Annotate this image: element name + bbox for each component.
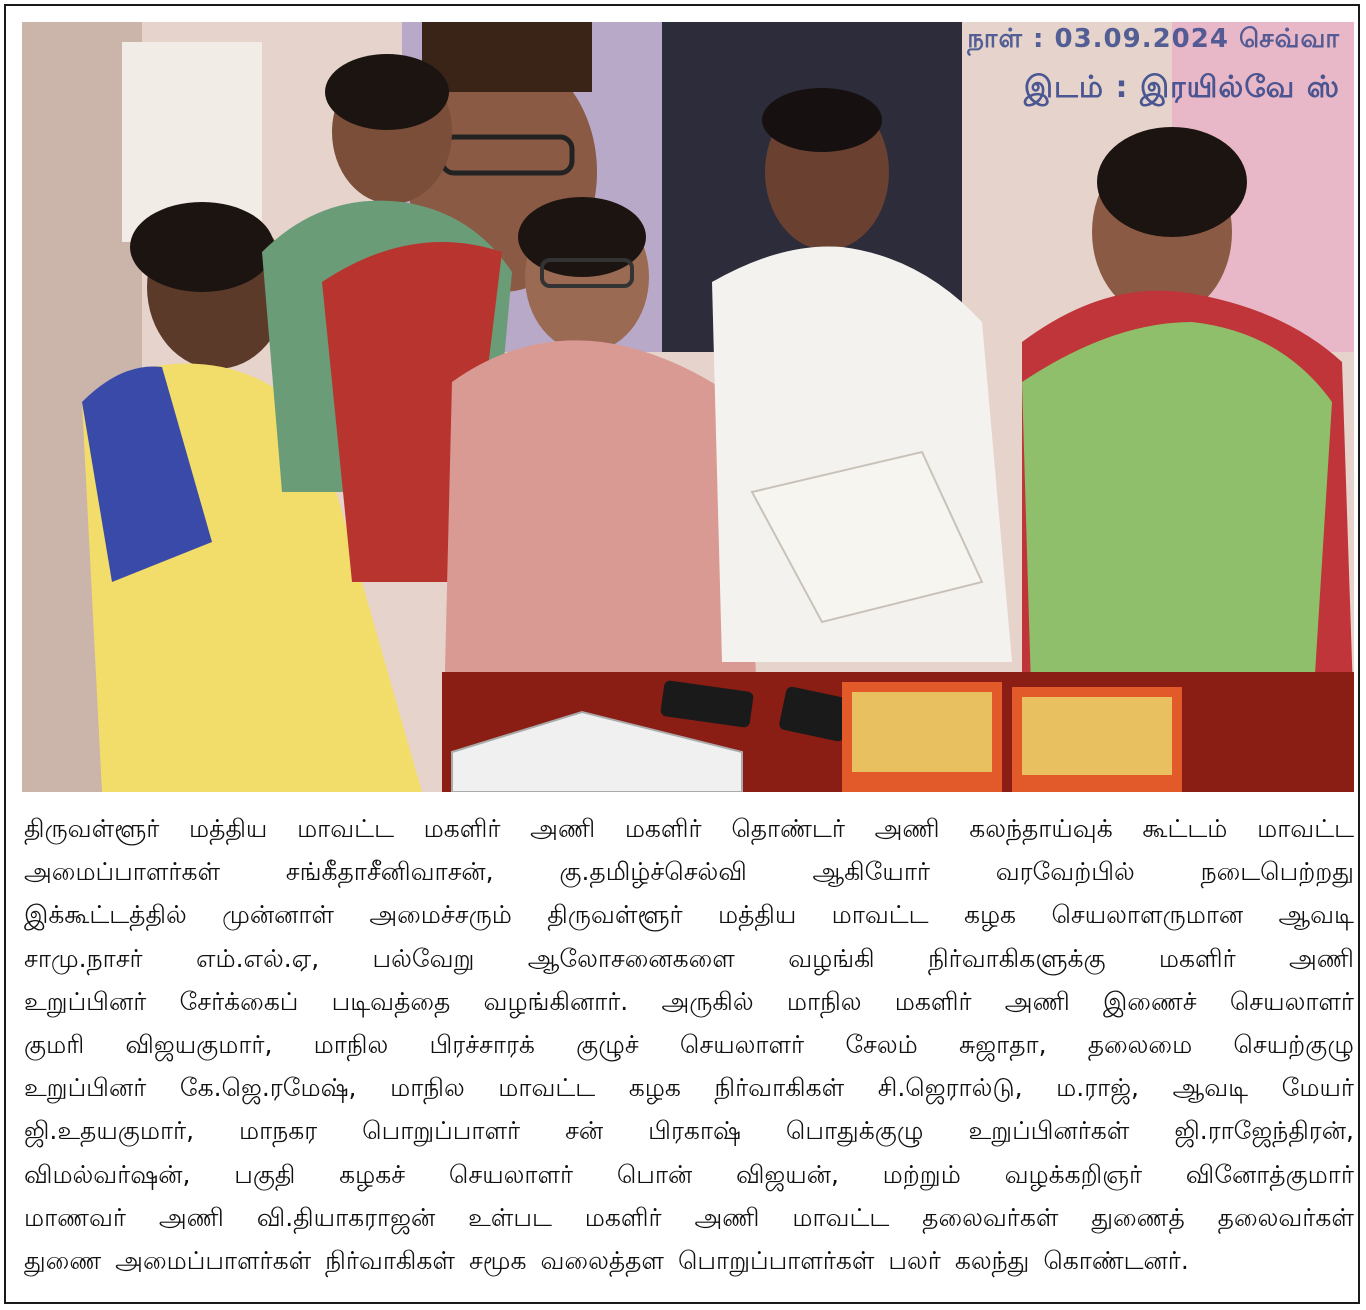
event-photo-illustration [22, 22, 1354, 792]
caption-word: நிர்வாகிகள் [714, 1073, 845, 1103]
caption-word: அமைப்பாளர்கள் [115, 1245, 312, 1275]
caption-word: செயற்குழு [1233, 1030, 1354, 1060]
caption-word: பல்வேறு [372, 943, 475, 973]
caption-word: மகளிர் [894, 986, 972, 1016]
caption-word: உறுப்பினர் [24, 986, 147, 1016]
caption-word: வழங்கினார். [483, 986, 629, 1016]
banner-place-text: இடம் : இரயில்வே ஸ் [1023, 70, 1340, 105]
caption-word: கலந்தாய்வுக் [969, 814, 1113, 844]
caption-word: மாவட்ட [498, 1073, 596, 1103]
caption-word: தலைமை [1087, 1030, 1193, 1060]
caption-word: கழக [963, 900, 1017, 930]
event-photo [22, 22, 1354, 792]
caption-word: குழுச் [576, 1030, 639, 1060]
caption-line [24, 1241, 1354, 1284]
caption-word: ஆகியோர் [812, 857, 930, 887]
caption-word: ம.ராஜ், [1056, 1073, 1140, 1103]
caption-word: கு.தமிழ்ச்செல்வி [559, 857, 747, 887]
caption-word: அமைச்சரும் [369, 900, 512, 930]
caption-word: துணைத் [1091, 1202, 1185, 1232]
caption-word: இக்கூட்டத்தில் [24, 900, 187, 930]
caption-word: விமல்வர்ஷன், [24, 1159, 191, 1189]
caption-word: மாணவர் [24, 1202, 126, 1232]
caption-word: எம்.எல்.ஏ, [195, 943, 320, 973]
caption-word: அணி [158, 1202, 224, 1232]
caption-word: வழக்கறிஞர் [1004, 1159, 1143, 1189]
caption-word: ஜி.ராஜேந்திரன், [1174, 1116, 1354, 1146]
caption-word: மாநில [313, 1030, 389, 1060]
caption-word: கழகச் [339, 1159, 406, 1189]
caption-line [24, 809, 1354, 852]
caption-word: சமூக [468, 1245, 527, 1275]
caption-word: வினோத்குமார் [1185, 1159, 1354, 1189]
caption-word: செயலாளருமான [1051, 900, 1244, 930]
caption-word: அருகில் [661, 986, 754, 1016]
caption-word: அணி [530, 814, 596, 844]
caption-word: விஜயகுமார், [125, 1030, 273, 1060]
caption-line [24, 1198, 1354, 1241]
caption-line [24, 1025, 1354, 1068]
caption-word: உள்பட [468, 1202, 552, 1232]
caption-word: சேர்க்கைப் [179, 986, 299, 1016]
caption-word: பொறுப்பாளர் [362, 1116, 521, 1146]
caption-word: செயலாளர் [1229, 986, 1354, 1016]
caption-word: அணி [1288, 943, 1354, 973]
caption-word: மத்திய [717, 900, 797, 930]
caption-word: வழங்கி [788, 943, 875, 973]
caption-word: பொன் [616, 1159, 693, 1189]
caption-line [24, 852, 1354, 895]
caption-word: பிரச்சாரக் [429, 1030, 535, 1060]
news-clipping-frame [4, 4, 1360, 1304]
caption-word: ஆலோசனைகளை [527, 943, 735, 973]
caption-word: வலைத்தள [540, 1245, 664, 1275]
caption-line [24, 1111, 1354, 1154]
banner-date-text: நாள் : 03.09.2024 செவ்வா [967, 24, 1340, 54]
caption-word: மாநில [786, 986, 862, 1016]
caption-word: தலைவர்கள் [1217, 1202, 1354, 1232]
caption-word: நிர்வாகிகளுக்கு [927, 943, 1106, 973]
caption-word: மாநகர [239, 1116, 318, 1146]
caption-word: சேலம் [845, 1030, 918, 1060]
caption-word: மகளிர் [423, 814, 501, 844]
caption-word: சங்கீதாசீனிவாசன், [285, 857, 494, 887]
caption-word: விஜயன், [735, 1159, 839, 1189]
caption-word: சி.ஜெரால்டு, [877, 1073, 1023, 1103]
caption-word: சாமு.நாசர் [24, 943, 143, 973]
caption-line [24, 1068, 1354, 1111]
caption-word: மாவட்ட [297, 814, 394, 844]
caption-word: மகளிர் [1158, 943, 1236, 973]
caption-word: மகளிர் [624, 814, 702, 844]
caption-word: ஜி.உதயகுமார், [24, 1116, 195, 1146]
caption-word: மற்றும் [882, 1159, 961, 1189]
caption-word: மாவட்ட [831, 900, 929, 930]
caption-word: செயலாளர் [448, 1159, 574, 1189]
caption-word: வி.தியாகராஜன் [256, 1202, 436, 1232]
caption-word: படிவத்தை [331, 986, 451, 1016]
caption-word: ஆவடி [1172, 1073, 1249, 1103]
caption-word: மாவட்ட [1257, 814, 1354, 844]
caption-word: மாவட்ட [792, 1202, 890, 1232]
caption-word: இணைச் [1102, 986, 1197, 1016]
caption-word: செயலாளர் [679, 1030, 805, 1060]
caption-word: கொண்டனர். [1043, 1245, 1189, 1275]
caption-word: அணி [694, 1202, 760, 1232]
caption-word: பகுதி [234, 1159, 296, 1189]
caption-line [24, 939, 1354, 982]
caption-word: திருவள்ளூர் [547, 900, 683, 930]
caption-word: துணை [24, 1245, 102, 1275]
caption-word: ஆவடி [1278, 900, 1354, 930]
caption-word: மேயர் [1281, 1073, 1354, 1103]
caption-word: தொண்டர் [731, 814, 845, 844]
caption-word: நடைபெற்றது [1200, 857, 1354, 887]
caption-word: கே.ஜெ.ரமேஷ், [179, 1073, 357, 1103]
caption-word: பொதுக்குழு [785, 1116, 924, 1146]
caption-word: கூட்டம் [1142, 814, 1228, 844]
caption-word: உறுப்பினர்கள் [968, 1116, 1130, 1146]
caption-word: மத்திய [189, 814, 268, 844]
caption-word: சுஜாதா, [959, 1030, 1047, 1060]
caption-word: கலந்து [954, 1245, 1030, 1275]
caption-word: பலர் [888, 1245, 941, 1275]
caption-word: உறுப்பினர் [24, 1073, 147, 1103]
caption-word: மகளிர் [584, 1202, 662, 1232]
caption-word: பொறுப்பாளர்கள் [677, 1245, 875, 1275]
caption-line [24, 982, 1354, 1025]
caption-word: அணி [1004, 986, 1070, 1016]
caption-word: குமரி [24, 1030, 85, 1060]
caption-word: அணி [874, 814, 940, 844]
caption-word: நிர்வாகிகள் [325, 1245, 455, 1275]
caption-word: கழக [628, 1073, 681, 1103]
caption-word: திருவள்ளூர் [24, 814, 160, 844]
caption-word: சன் [565, 1116, 604, 1146]
caption-word: தலைவர்கள் [922, 1202, 1059, 1232]
caption-word: அமைப்பாளர்கள் [24, 857, 220, 887]
caption-line [24, 895, 1354, 938]
caption-word: மாநில [390, 1073, 465, 1103]
caption-line [24, 1155, 1354, 1198]
caption-word: பிரகாஷ் [648, 1116, 741, 1146]
photo-caption [24, 809, 1354, 1295]
caption-word: வரவேற்பில் [995, 857, 1135, 887]
caption-word: முன்னாள் [222, 900, 334, 930]
